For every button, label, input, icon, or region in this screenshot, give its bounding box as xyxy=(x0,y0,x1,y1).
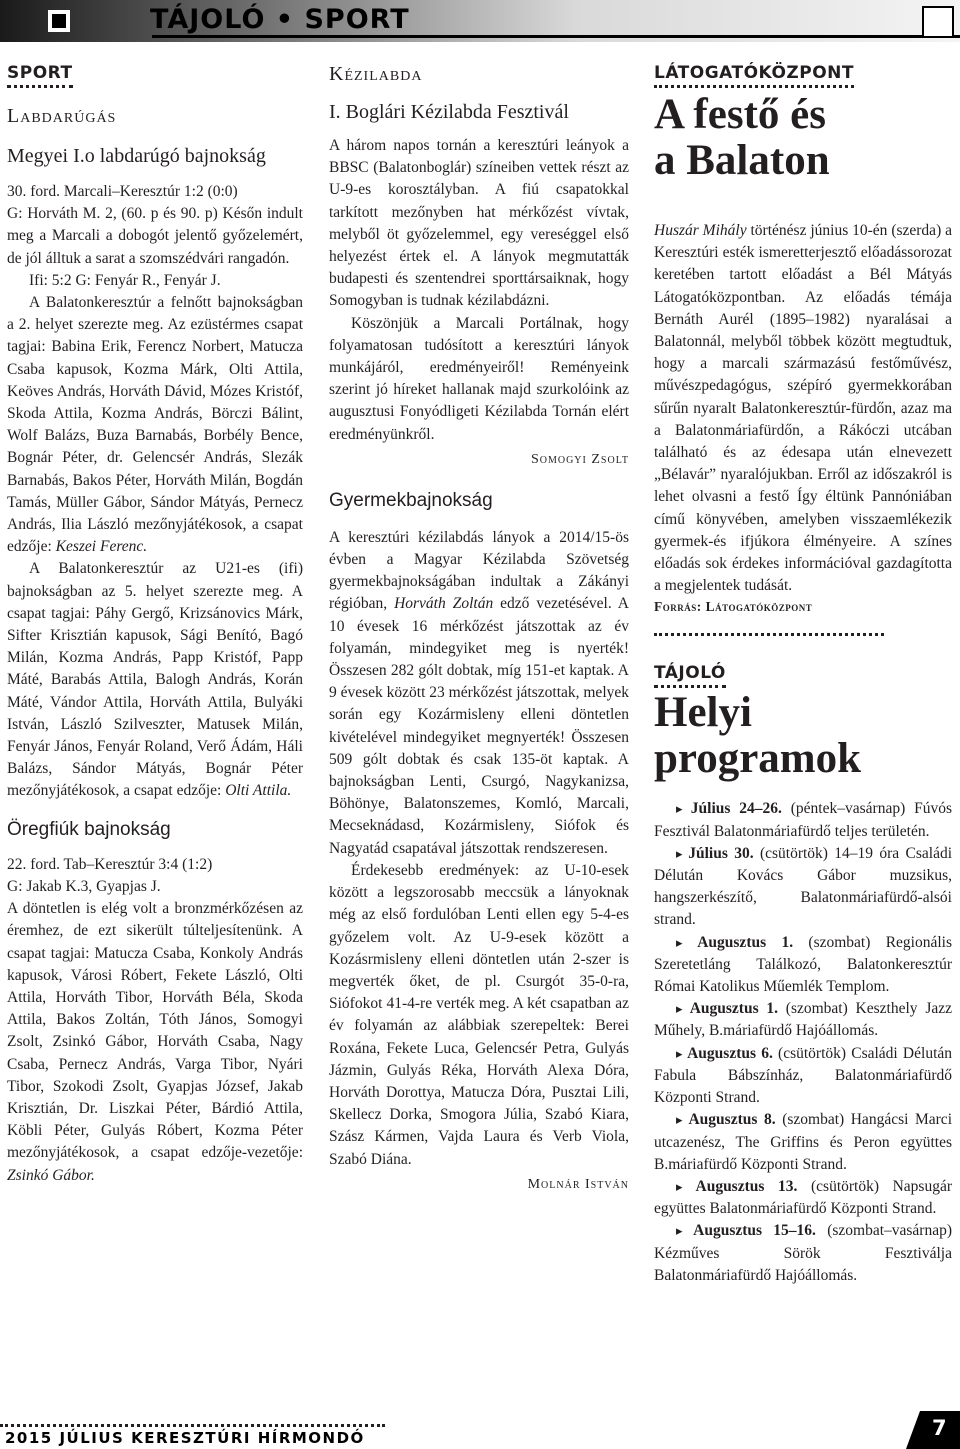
event-item xyxy=(654,1220,952,1287)
event-item xyxy=(654,1043,952,1110)
article-title-line-1: A festő és xyxy=(654,91,826,138)
heading-gyermekbajnoksag: Gyermekbajnokság xyxy=(329,489,493,511)
paragraph: G: Horváth M. 2, (60. p és 90. p) Későn indult meg a Marcali a dobogót jelentő győzelemért, de jól álltuk a sarat a szomszédvári rangadón. xyxy=(7,205,303,267)
heading-megyei: Megyei I.o labdarúgó bajnokság xyxy=(7,145,266,167)
event-date: Július 30. xyxy=(688,844,754,862)
paragraph: A Balatonkeresztúr a felnőtt bajnokságban a 2. helyet szerezte meg. Az ezüstérmes csapat tagjai: Babina Erik, Ferencz Norbert, Matucza Csaba kapusok, Kozma Márk, Olti Attila, Keöves András, Horváth Dávid, Mózes Kristóf, Skoda Attila, Kozma András, Börczi Bálint, Wolf Balázs, Buza Barnabás, Borbély Bence, Bognár Péter, dr. Gelencsér András, Slezák Barnabás, Bakos Péter, Horváth Milán, Bogdán Tamás, Müller Gábor, Sándor Mátyás, Pernecz András, Ilia László mezőnyjátékosok, a csapat edzője: Keszei Ferenc. xyxy=(7,294,303,556)
paragraph: Huszár Mihály történész június 10-én (szerda) a Keresztúri esték ismeretterjesztő előadássorozat keretében tartott előadást a Bél Mátyás Látogatóközpontban. Az előadás témája Bernáth Aurél (1895–1982) nyaralásai a Balatonnál, melyből többek között megtudtuk, hogy a marcali származású festőművész, művészpedagógus, szépíró gyermekkorában sűrűn nyaralt Balatonkeresztúr-fürdőn, azaz ma a Balatonmáriafürdőn, a Rákóczi utcában található és az édesapa után elnevezett „Bélavár” nyaralójukban. Erről az időszakról is lehet olvasni a festő Így éltünk Pannóniában című könyvében, amelyben visszaemlékezik gyermek-és ifjúkora élményeire. A színes előadás sok érdekes információval gazdagította a megjelentek tudását. xyxy=(654,222,953,595)
paragraph: A döntetlen is elég volt a bronzmérkőzésen az éremhez, de ezt sikerült túlteljesítenünk. A csapat tagjai: Matucza Csaba, Konkoly András kapusok, Városi Róbert, Fekete László, Olti Attila, Horváth Tibor, Horváth Béla, Skoda Attila, Bakos Zoltán, Tóth János, Somogyi Zsolt, Zsinkó Gábor, Horváth Csaba, Nagy Csaba, Pernecz András, Varga Tibor, Nyári Tibor, Szokodi Zsolt, Gyapjas József, Jakab Krisztián, Dr. Liszkai Péter, Bárdió Attila, Köbli Péter, Gulyás Róbert, Kozma Péter mezőnyjátékosok, a csapat edzője-vezetője: Zsinkó Gábor. xyxy=(7,900,303,1184)
triangle-bullet-icon: ▸ xyxy=(676,1178,696,1194)
event-date: Augusztus 8. xyxy=(688,1111,776,1129)
match-result-2: 22. ford. Tab–Keresztúr 3:4 (1:2) xyxy=(7,855,213,873)
article-title-programok: Helyi programok xyxy=(654,689,862,783)
section-title-kezilabda: Kézilabda xyxy=(329,63,423,85)
source-line: Forrás: Látogatóközpont xyxy=(654,599,813,615)
event-text: (csütörtök) Napsugár együttes Balatonmáriafürdő Központi Strand. xyxy=(654,1177,953,1218)
column-latogatokozpont xyxy=(654,62,952,1287)
triangle-bullet-icon: ▸ xyxy=(676,1001,690,1017)
event-item xyxy=(654,1176,952,1220)
section-title-latogatokozpont: LÁTOGATÓKÖZPONT xyxy=(654,62,854,88)
event-item xyxy=(654,798,952,842)
section-title-tajolo: TÁJOLÓ xyxy=(654,662,726,688)
article-title-line-2: a Balaton xyxy=(654,137,830,184)
paragraph: G: Jakab K.3, Gyapjas J. xyxy=(7,877,161,895)
event-date: Augusztus 1. xyxy=(697,933,794,951)
paragraph: Ifi: 5:2 G: Fenyár R., Fenyár J. xyxy=(29,271,221,289)
event-date: Augusztus 13. xyxy=(695,1177,798,1195)
event-item xyxy=(654,843,952,932)
event-text: (szombat) Hangácsi Marci utcazenész, The Griffins és Peron együttes B.máriafürdő Központi Strand. xyxy=(654,1111,952,1173)
footer-title: 2015 JÚLIUS KERESZTÚRI HÍRMONDÓ xyxy=(5,1429,365,1447)
event-text: (péntek–vasárnap) Fúvós Fesztivál Balatonmáriafürdő teljes területén. xyxy=(654,800,953,840)
match-result-1: 30. ford. Marcali–Keresztúr 1:2 (0:0) xyxy=(7,183,238,200)
section-title-sport: SPORT xyxy=(7,62,73,88)
header-rule xyxy=(152,35,960,38)
event-text: (szombat–vasárnap) Kézműves Sörök Fesztiválja Balatonmáriafürdő Hajóállomás. xyxy=(654,1222,952,1284)
paragraph: A Balatonkeresztúr az U21-es (ifi) bajnokságban az 5. helyet szerezte meg. A csapat tagjai: Páhy Gergő, Krizsánovics Márk, Sifter Krisztián kapusok, Sági Benító, Bagó Milán, Kozma András, Papp Kristóf, Papp Máté, Barabás Attila, Balogh András, Korán Máté, Vándor Attila, Horváth Attila, Bulyáki István, László Szilveszter, Matusek Milán, Fenyár János, Fenyár Roland, Verő Ádám, Háli Balázs, Sándor Mátyás, Bognár Péter mezőnyjátékosok, a csapat edzője: Olti Attila. xyxy=(7,560,303,800)
header-title: TÁJOLÓ • SPORT xyxy=(150,4,410,35)
divider xyxy=(654,633,884,636)
triangle-bullet-icon: ▸ xyxy=(676,934,698,950)
event-date: Július 24–26. xyxy=(690,800,782,818)
page-header xyxy=(0,0,960,42)
page-number-box xyxy=(920,1411,960,1449)
event-text: (szombat) Regionális Szeretetláng Találkozó, Balatonkeresztúr Római Katolikus Műemlék Templom. xyxy=(654,933,952,996)
event-date: Augusztus 15–16. xyxy=(693,1222,816,1240)
triangle-bullet-icon: ▸ xyxy=(676,1223,694,1239)
column-sport xyxy=(7,62,303,1187)
header-square-icon xyxy=(48,10,70,32)
event-list xyxy=(654,798,952,1286)
heading-oregfiuk: Öregfiúk bajnokság xyxy=(7,818,171,840)
triangle-bullet-icon: ▸ xyxy=(676,1112,689,1128)
event-text: (szombat) Keszthely Jazz Műhely, B.máriafürdő Hajóállomás. xyxy=(654,1000,952,1040)
paragraph: A keresztúri kézilabdás lányok a 2014/15-ös évben a Magyar Kézilabda Szövetség gyermekbajnokságában indultak a Zákányi régióban, Horváth Zoltán edző vezetésével. A 10 évesek 16 mérkőzést játszottak az év folyamán, mindegyiket meg is nyerték! Összesen 282 gólt dobtak, míg 151-et kaptak. A 9 évesek között 23 mérkőzést játszottak, melyek során egy Kozármisleny elleni döntetlen kivételével mindegyiket megnyerték! Összesen 509 gólt dobtak és csak 135-öt kaptak. A bajnokságban Lenti, Csurgó, Nagykanizsa, Böhönye, Balatonszemes, Komló, Marcali, Mecseknádasd, Kozármisleny, Siófok és Nagyatád csapatával játszottak rendszeresen. xyxy=(329,528,630,857)
byline: Molnár István xyxy=(527,1176,629,1192)
triangle-bullet-icon: ▸ xyxy=(676,801,691,817)
event-date: Augusztus 1. xyxy=(689,1000,779,1018)
event-item xyxy=(654,932,952,999)
heading-fesztival: I. Boglári Kézilabda Fesztivál xyxy=(329,101,569,123)
header-corner-square-icon xyxy=(922,6,954,38)
event-text: (csütörtök) Családi Délután Fabula Bábszínház, Balatonmáriafürdő Központi Strand. xyxy=(654,1044,953,1107)
column-kezilabda xyxy=(329,62,629,1195)
event-item xyxy=(654,998,952,1042)
page-number: 7 xyxy=(932,1416,947,1440)
event-item xyxy=(654,1109,952,1176)
triangle-bullet-icon: ▸ xyxy=(676,845,689,861)
event-text: (csütörtök) 14–19 óra Családi Délután Kovács Gábor muzsikus, hangszerkészítő, Balatonmáriafürdő-alsói strand. xyxy=(654,844,953,929)
footer-rule xyxy=(0,1424,385,1427)
byline: Somogyi Zsolt xyxy=(530,451,629,467)
paragraph: Köszönjük a Marcali Portálnak, hogy folyamatosan tudósított a keresztúri lányok munkájáról, eredményeiről! Reményeink szerint jó híreket hallanak majd szurkolóink az augusztusi Fonyódligeti Kézilabda Tornán elért eredményünkről. xyxy=(329,314,629,443)
triangle-bullet-icon: ▸ xyxy=(676,1045,688,1061)
event-date: Augusztus 6. xyxy=(687,1044,773,1062)
subsection-labdarugas: Labdarúgás xyxy=(7,105,117,127)
paragraph: Érdekesebb eredmények: az U-10-esek között a legszorosabb meccsük a lányoknak még az első fordulóban Lenti ellen egy 5-4-es győzelem volt. Az U-9-esek között a Kozásrmisleny elleni döntetlen után 2-szer is megverték őket, de pl. Csurgót 35-0-ra, Siófokot 41-4-re verték meg. A két csapatban az év folyamán az alábbiak szerepeltek: Berei Roxána, Fekete Luca, Gelencsér Petra, Gulyás Jázmin, Gulyás Réka, Horváth Alexa Dóra, Horváth Dorottya, Matucza Dóra, Pusztai Lili, Skellecz Dorka, Smogora Júlia, Szabó Kiara, Szász Kármen, Vajda Laura és Verb Viola, Szabó Diána. xyxy=(329,861,629,1168)
paragraph: A három napos tornán a keresztúri leányok a BBSC (Balatonboglár) színeiben vettek részt az U-9-es korosztályban. A fiú csapatokkal tarkított mezőnyben hat mérkőzést vívtak, melyből öt győzelemmel, egy vereséggel első helyezést értek el. A lányok megmutatták budapesti és szentendrei sporttársaiknak, hogy Somogyban is tudnak kézilabdázni. xyxy=(329,137,629,310)
